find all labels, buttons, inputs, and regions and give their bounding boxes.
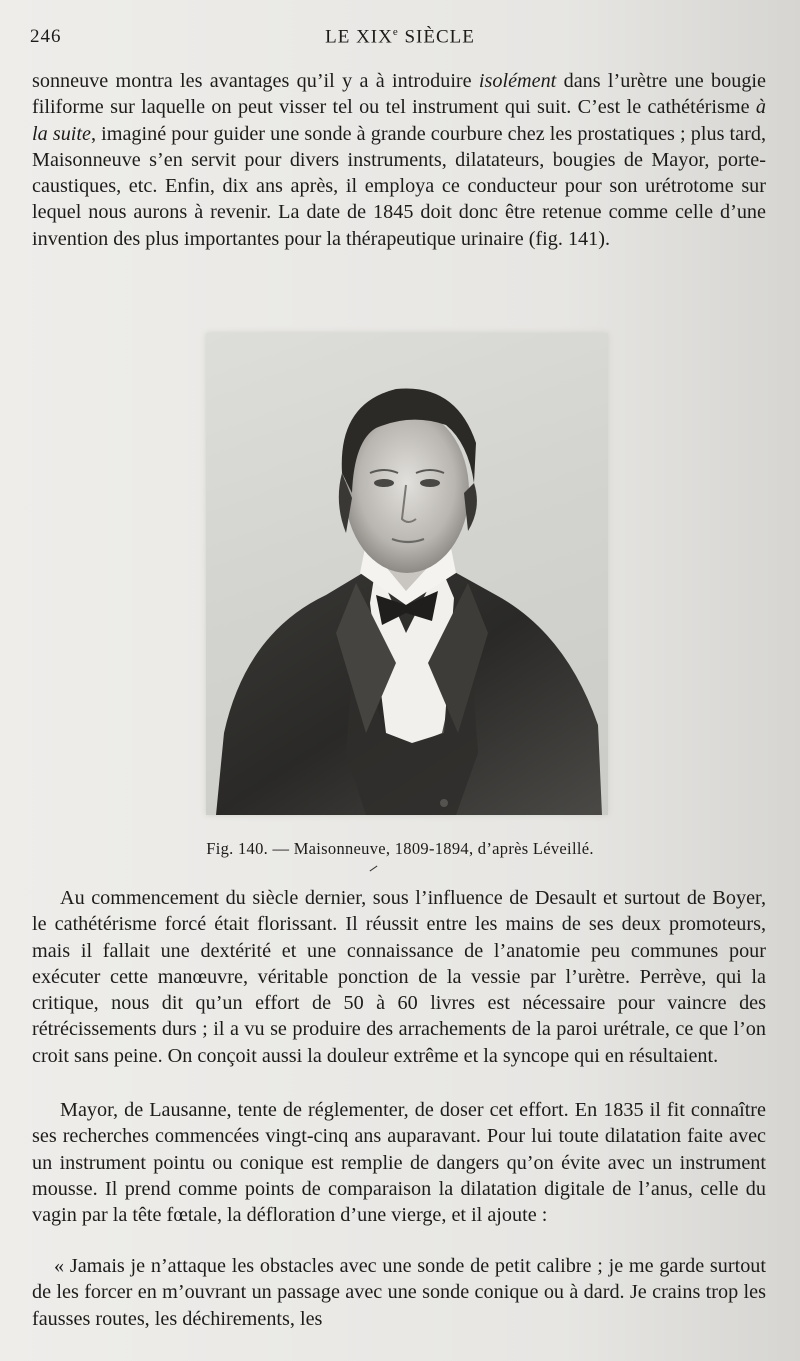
paragraph-1-text-c: , imaginé pour guider une sonde à grande courbure chez les prostatiques ; plus tard, Maisonneuve s’en servit pour divers instruments, dilatateurs, bougies de Mayor, porte-caustiques, etc. Enfin, dix ans après, il employa ce conducteur pour son urétrotome sur lequel nous aurons à revenir. La date de 1845 doit donc être retenue comme celle d’une invention des plus importantes pour la thérapeutique urinaire (fig. 141). (32, 122, 766, 250)
paragraph-2: Au commencement du siècle dernier, sous l’influence de Desault et surtout de Boyer, le cathétérisme forcé était florissant. Il réussit entre les mains de ses deux promoteurs, mais il fallait une dextérité et une connaissance de l’anatomie peu communes pour exécuter cette manœuvre, véritable ponction de la vessie par l’urètre. Perrève, qui la critique, nous dit qu’un effort de 50 à 60 livres est nécessaire pour vaincre des rétrécissements durs ; il a vu se produire des arrachements de la paroi urétrale, ce que l’on croit sans peine. On conçoit aussi la douleur extrême et la syncope qui en résultaient. (32, 887, 766, 1067)
paragraph-1-italic-2: à la suite (32, 96, 766, 145)
page-number: 246 (30, 26, 62, 47)
paragraph-3: Mayor, de Lausanne, tente de réglementer, de doser cet effort. En 1835 il fit connaître ses recherches commencées vingt-cinq ans auparavant. Pour lui toute dilatation faite avec un instrument pointu ou conique est remplie de dangers qu’on évite avec un instrument mousse. Il prend comme points de comparaison la dilatation digitale de l’anus, celle du vagin par la tête fœtale, la défloration d’une vierge, et il ajoute : (32, 1099, 766, 1227)
running-title-main: LE XIX (325, 26, 393, 48)
running-title (30, 26, 770, 48)
stray-pen-mark (370, 866, 378, 872)
running-head (30, 26, 770, 52)
paragraph-1-text-a: sonneuve montra les avantages qu’il y a à introduire (32, 70, 479, 92)
figure-caption: Fig. 140. — Maisonneuve, 1809-1894, d’après Léveillé. (206, 839, 594, 858)
running-title-end: SIÈCLE (398, 26, 475, 48)
portrait-illustration (206, 333, 608, 815)
portrait-engraving (206, 333, 608, 815)
paragraph-1-italic-1: isolément (478, 70, 557, 92)
paragraph-1 (32, 68, 766, 252)
running-title-superscript: e (392, 26, 399, 38)
paragraph-4: « Jamais je n’attaque les obstacles avec une sonde de petit calibre ; je me garde surtout de les forcer en m’ouvrant un passage avec une sonde conique ou à dard. Je crains trop les fausses routes, les déchirements, les (32, 1255, 766, 1330)
paragraph-1-text-b: dans l’urètre une bougie filiforme sur laquelle on peut visser tel ou tel instrument qui suit. C’est le cathétérisme (32, 70, 767, 119)
